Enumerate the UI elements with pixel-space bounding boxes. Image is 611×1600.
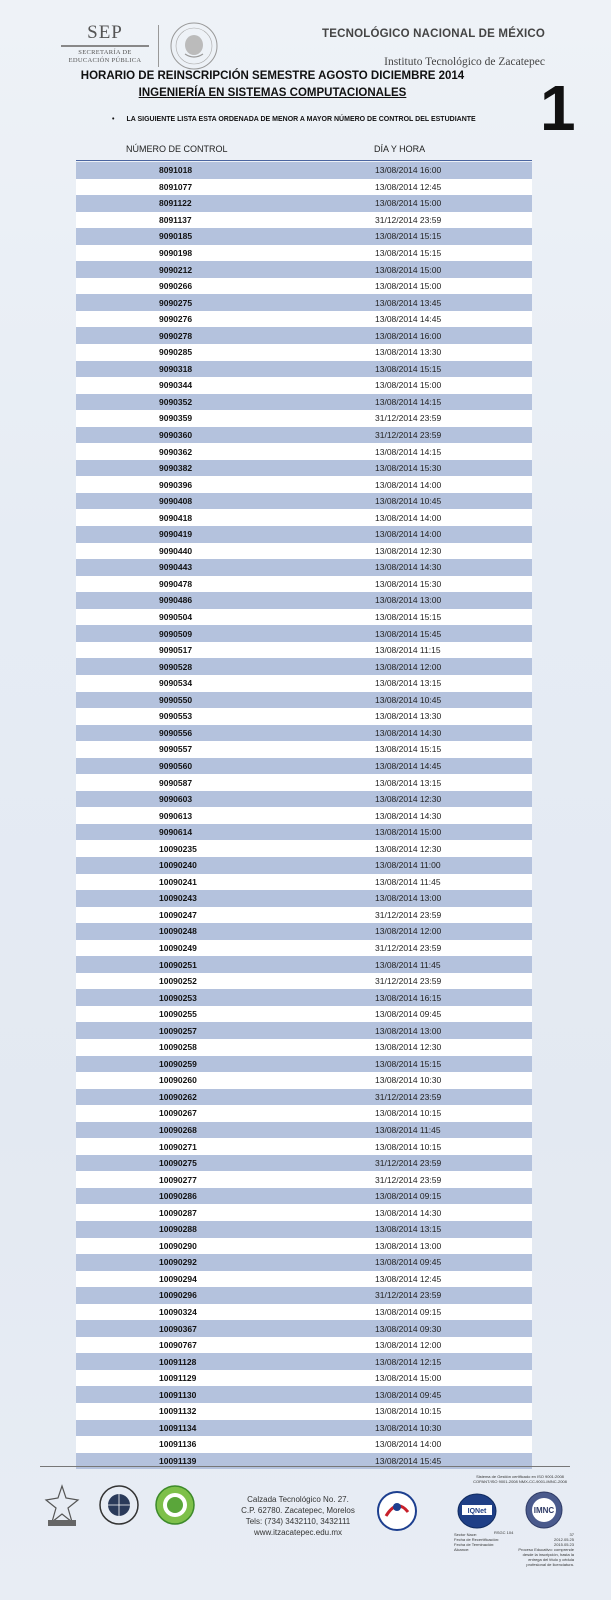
document-title: HORARIO DE REINSCRIPCIÓN SEMESTRE AGOSTO DICIEMBRE 2014	[80, 70, 465, 82]
iso-scope-line: entrega del título y cédula	[528, 1557, 574, 1562]
table-row	[76, 907, 532, 924]
control-number-cell: 9090613	[159, 810, 193, 821]
control-number-cell: 10091128	[159, 1356, 197, 1367]
datetime-cell: 31/12/2014 23:59	[375, 1091, 442, 1102]
datetime-cell: 13/08/2014 16:00	[375, 330, 442, 341]
control-number-cell: 8091077	[159, 181, 193, 192]
equity-model-logo-icon	[376, 1490, 418, 1532]
sep-wordmark: SEP	[87, 22, 123, 43]
datetime-cell: 13/08/2014 14:00	[375, 512, 442, 523]
table-row	[76, 245, 532, 262]
rsgc-code: RSGC 104	[494, 1530, 514, 1535]
control-number-cell: 9090603	[159, 794, 193, 805]
datetime-cell: 13/08/2014 14:45	[375, 314, 442, 325]
global-compact-logo-icon	[98, 1484, 140, 1526]
table-row	[76, 576, 532, 593]
control-number-cell: 10090271	[159, 1141, 197, 1152]
table-row	[76, 675, 532, 692]
control-number-cell: 10090292	[159, 1257, 197, 1268]
control-number-cell: 10091130	[159, 1389, 197, 1400]
tec-logo-icon	[40, 1482, 84, 1530]
datetime-cell: 13/08/2014 15:15	[375, 744, 442, 755]
control-number-cell: 9090614	[159, 827, 193, 838]
control-number-cell: 9090185	[159, 231, 193, 242]
table-row	[76, 1337, 532, 1354]
table-row	[76, 509, 532, 526]
control-number-cell: 9090509	[159, 628, 193, 639]
table-row	[76, 1320, 532, 1337]
datetime-cell: 13/08/2014 15:15	[375, 612, 442, 623]
datetime-cell: 13/08/2014 10:45	[375, 496, 442, 507]
table-row	[76, 1072, 532, 1089]
datetime-cell: 31/12/2014 23:59	[375, 1290, 442, 1301]
table-row	[76, 1436, 532, 1453]
control-number-cell: 10090367	[159, 1323, 197, 1334]
datetime-cell: 13/08/2014 15:45	[375, 628, 442, 639]
table-row	[76, 725, 532, 742]
datetime-cell: 13/08/2014 15:15	[375, 231, 442, 242]
control-number-cell: 8091018	[159, 165, 193, 176]
sep-logo	[55, 22, 155, 65]
control-number-cell: 9090278	[159, 330, 193, 341]
table-body	[76, 162, 532, 1469]
datetime-cell: 13/08/2014 11:00	[375, 860, 441, 871]
table-row	[76, 1056, 532, 1073]
table-row	[76, 228, 532, 245]
table-row	[76, 559, 532, 576]
datetime-cell: 13/08/2014 15:15	[375, 248, 442, 258]
control-number-cell: 9090275	[159, 297, 193, 308]
control-number-cell: 10090248	[159, 926, 197, 937]
iso-details	[454, 1532, 574, 1567]
table-row	[76, 1122, 532, 1139]
institute-address	[228, 1494, 368, 1538]
iso-detail-label: Sector Nace:	[454, 1532, 478, 1537]
control-number-cell: 9090528	[159, 661, 193, 672]
control-number-cell: 9090504	[159, 612, 193, 623]
table-row	[76, 973, 532, 990]
control-number-cell: 10090257	[159, 1025, 197, 1036]
datetime-cell: 13/08/2014 16:15	[375, 992, 442, 1003]
table-row	[76, 195, 532, 212]
bullet-icon: •	[112, 116, 115, 123]
control-number-cell: 9090382	[159, 463, 193, 474]
control-number-cell: 10090277	[159, 1174, 197, 1185]
datetime-cell: 13/08/2014 13:45	[375, 297, 442, 308]
datetime-cell: 31/12/2014 23:59	[375, 430, 442, 441]
table-row	[76, 1221, 532, 1238]
datetime-cell: 31/12/2014 23:59	[375, 1174, 442, 1185]
table-row	[76, 212, 532, 229]
control-number-cell: 10091136	[159, 1439, 197, 1450]
table-row	[76, 1287, 532, 1304]
logo-divider	[158, 25, 159, 67]
control-number-cell: 9090285	[159, 347, 193, 358]
datetime-cell: 13/08/2014 15:15	[375, 1058, 442, 1069]
datetime-cell: 13/08/2014 13:00	[375, 1240, 442, 1251]
control-number-cell: 10090287	[159, 1207, 197, 1218]
datetime-cell: 31/12/2014 23:59	[375, 214, 442, 225]
datetime-cell: 13/08/2014 13:00	[375, 893, 442, 904]
table-row	[76, 327, 532, 344]
datetime-cell: 13/08/2014 11:15	[375, 645, 441, 656]
imnc-logo-icon	[524, 1490, 564, 1530]
datetime-cell: 13/08/2014 12:45	[375, 1273, 442, 1284]
table-row	[76, 708, 532, 725]
table-row	[76, 1271, 532, 1288]
table-row	[76, 1188, 532, 1205]
table-row	[76, 377, 532, 394]
iso-detail-label: Fecha de Terminación:	[454, 1542, 495, 1547]
control-number-cell: 9090362	[159, 446, 193, 457]
control-number-cell: 9090360	[159, 430, 193, 441]
table-row	[76, 361, 532, 378]
table-row	[76, 1105, 532, 1122]
control-number-cell: 9090443	[159, 562, 193, 573]
table-row	[76, 427, 532, 444]
control-number-cell: 10090286	[159, 1191, 197, 1202]
datetime-cell: 13/08/2014 13:15	[375, 1224, 442, 1235]
table-row	[76, 890, 532, 907]
control-number-cell: 9090478	[159, 578, 193, 589]
control-number-cell: 9090440	[159, 545, 193, 556]
datetime-cell: 13/08/2014 15:00	[375, 1373, 442, 1384]
mexico-seal-icon	[168, 20, 220, 72]
table-row	[76, 1304, 532, 1321]
iqnet-logo-icon	[456, 1492, 498, 1530]
table-row	[76, 493, 532, 510]
national-institute-name: TECNOLÓGICO NACIONAL DE MÉXICO	[321, 28, 545, 40]
table-row	[76, 1353, 532, 1370]
control-number-cell: 9090419	[159, 529, 193, 540]
datetime-cell: 13/08/2014 10:15	[375, 1406, 442, 1417]
control-number-cell: 10091132	[159, 1406, 197, 1417]
datetime-cell: 13/08/2014 14:30	[375, 1207, 442, 1218]
control-number-cell: 10090290	[159, 1240, 197, 1251]
control-number-cell: 10090267	[159, 1108, 197, 1119]
table-row	[76, 1039, 532, 1056]
table-row	[76, 989, 532, 1006]
datetime-cell: 13/08/2014 12:00	[375, 926, 442, 937]
table-row	[76, 1089, 532, 1106]
control-number-cell: 10090240	[159, 860, 197, 871]
control-number-cell: 9090486	[159, 595, 193, 606]
datetime-cell: 13/08/2014 12:30	[375, 1042, 442, 1053]
table-row	[76, 543, 532, 560]
table-row	[76, 1006, 532, 1023]
table-row	[76, 311, 532, 328]
control-number-cell: 10091129	[159, 1373, 197, 1384]
control-number-cell: 9090344	[159, 380, 193, 391]
datetime-cell: 13/08/2014 12:30	[375, 843, 442, 854]
control-number-cell: 9090550	[159, 694, 193, 705]
table-row	[76, 179, 532, 196]
datetime-cell: 31/12/2014 23:59	[375, 942, 442, 953]
control-number-cell: 9090198	[159, 248, 193, 258]
table-row	[76, 807, 532, 824]
table-row	[76, 592, 532, 609]
datetime-cell: 13/08/2014 15:45	[375, 1455, 442, 1466]
table-row	[76, 940, 532, 957]
table-row	[76, 1022, 532, 1039]
table-row	[76, 741, 532, 758]
control-number-cell: 9090212	[159, 264, 193, 275]
control-number-cell: 10090249	[159, 942, 197, 953]
datetime-cell: 31/12/2014 23:59	[375, 976, 442, 987]
control-number-cell: 10090259	[159, 1058, 197, 1069]
datetime-cell: 31/12/2014 23:59	[375, 1158, 442, 1169]
datetime-cell: 13/08/2014 09:45	[375, 1389, 442, 1400]
table-row	[76, 658, 532, 675]
page-number: 1	[540, 72, 576, 144]
datetime-cell: 13/08/2014 13:30	[375, 711, 442, 722]
table-row	[76, 956, 532, 973]
control-number-cell: 9090396	[159, 479, 193, 490]
table-row	[76, 758, 532, 775]
control-number-cell: 9090359	[159, 413, 193, 424]
control-number-cell: 9090517	[159, 645, 193, 656]
datetime-cell: 13/08/2014 12:00	[375, 1340, 442, 1351]
table-row	[76, 642, 532, 659]
datetime-cell: 13/08/2014 10:45	[375, 694, 442, 705]
table-row	[76, 1386, 532, 1403]
datetime-cell: 13/08/2014 15:00	[375, 827, 442, 838]
ordering-note-text: LA SIGUIENTE LISTA ESTA ORDENADA DE MENOR A MAYOR NÚMERO DE CONTROL DEL ESTUDIANTE	[126, 116, 476, 123]
iso-scope-line: desde la inscripción, hasta la	[522, 1552, 574, 1557]
address-line-2: C.P. 62780. Zacatepec, Morelos	[241, 1506, 355, 1515]
datetime-cell: 13/08/2014 14:00	[375, 479, 442, 490]
column-header-control: NÚMERO DE CONTROL	[126, 144, 228, 154]
control-number-cell: 9090418	[159, 512, 193, 523]
datetime-cell: 31/12/2014 23:59	[375, 909, 442, 920]
control-number-cell: 10090252	[159, 976, 197, 987]
datetime-cell: 13/08/2014 16:00	[375, 165, 442, 176]
datetime-cell: 13/08/2014 14:15	[375, 446, 442, 457]
datetime-cell: 13/08/2014 10:30	[375, 1075, 442, 1086]
datetime-cell: 13/08/2014 11:45	[375, 1124, 441, 1135]
datetime-cell: 13/08/2014 13:00	[375, 595, 442, 606]
control-number-cell: 10090294	[159, 1273, 197, 1284]
table-row	[76, 791, 532, 808]
datetime-cell: 13/08/2014 14:15	[375, 396, 442, 407]
iso-detail-value: 2015.05.23	[553, 1542, 574, 1547]
datetime-cell: 13/08/2014 15:30	[375, 578, 442, 589]
control-number-cell: 8091137	[159, 214, 192, 225]
control-number-cell: 9090553	[159, 711, 193, 722]
control-number-cell: 10090258	[159, 1042, 197, 1053]
control-number-cell: 10091139	[159, 1455, 197, 1466]
table-row	[76, 261, 532, 278]
iso-scope-line: profesional de licenciatura.	[526, 1562, 574, 1567]
datetime-cell: 13/08/2014 09:45	[375, 1257, 442, 1268]
table-row	[76, 923, 532, 940]
control-number-cell: 9090556	[159, 727, 193, 738]
control-number-cell: 10090253	[159, 992, 197, 1003]
table-row	[76, 774, 532, 791]
table-row	[76, 526, 532, 543]
datetime-cell: 13/08/2014 15:00	[375, 281, 442, 292]
datetime-cell: 13/08/2014 12:30	[375, 794, 442, 805]
svg-text:IQNet: IQNet	[467, 1508, 487, 1515]
table-row	[76, 294, 532, 311]
control-number-cell: 10090241	[159, 876, 197, 887]
iso-note-line-2: COPANT/ISO 9001-2008 NMX-CC-9001-IMNC-2008	[473, 1479, 567, 1484]
table-row	[76, 162, 532, 179]
institute-name: Instituto Tecnológico de Zacatepec	[384, 56, 545, 68]
datetime-cell: 13/08/2014 09:30	[375, 1323, 442, 1334]
table-row	[76, 1155, 532, 1172]
datetime-cell: 13/08/2014 13:15	[375, 777, 442, 788]
datetime-cell: 13/08/2014 15:00	[375, 198, 442, 209]
table-row	[76, 1138, 532, 1155]
datetime-cell: 13/08/2014 12:30	[375, 545, 442, 556]
iso-detail-value: Proceso Educativo: comprende	[518, 1547, 574, 1552]
control-number-cell: 10090324	[159, 1307, 197, 1317]
table-row	[76, 824, 532, 841]
datetime-cell: 13/08/2014 13:00	[375, 1025, 442, 1036]
schedule-table	[76, 144, 532, 1469]
table-row	[76, 1370, 532, 1387]
control-number-cell: 8091122	[159, 198, 192, 209]
datetime-cell: 13/08/2014 12:15	[375, 1356, 442, 1367]
datetime-cell: 31/12/2014 23:59	[375, 413, 442, 424]
datetime-cell: 13/08/2014 15:00	[375, 380, 442, 391]
datetime-cell: 13/08/2014 15:00	[375, 264, 442, 275]
table-row	[76, 874, 532, 891]
table-row	[76, 625, 532, 642]
table-row	[76, 1254, 532, 1271]
website-link[interactable]: www.itzacatepec.edu.mx	[253, 1528, 343, 1537]
datetime-cell: 13/08/2014 12:00	[375, 661, 442, 672]
svg-text:IMNC: IMNC	[533, 1506, 555, 1515]
control-number-cell: 10090243	[159, 893, 197, 904]
datetime-cell: 13/08/2014 15:15	[375, 363, 442, 374]
datetime-cell: 13/08/2014 14:00	[375, 1439, 442, 1450]
footer-divider	[40, 1466, 570, 1467]
datetime-cell: 13/08/2014 09:15	[375, 1191, 442, 1202]
table-row	[76, 476, 532, 493]
control-number-cell: 9090587	[159, 777, 193, 788]
address-line-1: Calzada Tecnológico No. 27.	[247, 1495, 349, 1504]
control-number-cell: 10090296	[159, 1290, 197, 1301]
control-number-cell: 9090352	[159, 396, 193, 407]
phone-numbers: Tels: (734) 3432110, 3432111	[245, 1517, 351, 1526]
table-row	[76, 1420, 532, 1437]
iso-14001-logo-icon	[154, 1484, 196, 1526]
control-number-cell: 9090557	[159, 744, 193, 755]
control-number-cell: 10090260	[159, 1075, 197, 1086]
datetime-cell: 13/08/2014 14:30	[375, 562, 442, 573]
control-number-cell: 10090275	[159, 1158, 197, 1169]
datetime-cell: 13/08/2014 15:30	[375, 463, 442, 474]
control-number-cell: 10090288	[159, 1224, 197, 1235]
datetime-cell: 13/08/2014 12:45	[375, 181, 442, 192]
control-number-cell: 10090767	[159, 1340, 197, 1351]
datetime-cell: 13/08/2014 14:30	[375, 810, 442, 821]
table-row	[76, 609, 532, 626]
program-title: INGENIERÍA EN SISTEMAS COMPUTACIONALES	[138, 87, 407, 99]
table-header	[76, 144, 532, 161]
table-row	[76, 410, 532, 427]
control-number-cell: 10091134	[159, 1422, 197, 1433]
control-number-cell: 9090560	[159, 760, 193, 771]
control-number-cell: 10090255	[159, 1009, 197, 1020]
control-number-cell: 10090268	[159, 1124, 197, 1135]
datetime-cell: 13/08/2014 10:15	[375, 1141, 442, 1152]
datetime-cell: 13/08/2014 09:45	[375, 1009, 442, 1020]
datetime-cell: 13/08/2014 10:30	[375, 1422, 442, 1433]
table-row	[76, 1238, 532, 1255]
iso-detail-value: 37	[569, 1532, 574, 1537]
table-row	[76, 857, 532, 874]
control-number-cell: 9090534	[159, 678, 193, 689]
control-number-cell: 10090262	[159, 1091, 197, 1102]
table-row	[76, 394, 532, 411]
table-row	[76, 1403, 532, 1420]
control-number-cell: 10090247	[159, 909, 197, 920]
table-row	[76, 460, 532, 477]
table-row	[76, 344, 532, 361]
iso-certification-note	[460, 1474, 580, 1484]
control-number-cell: 10090235	[159, 843, 197, 854]
datetime-cell: 13/08/2014 14:45	[375, 760, 442, 771]
iso-detail-label: Alcance:	[454, 1547, 470, 1552]
iso-detail-value: 2012.05.25	[553, 1537, 574, 1542]
table-row	[76, 278, 532, 295]
table-row	[76, 840, 532, 857]
table-row	[76, 443, 532, 460]
column-header-datetime: DÍA Y HORA	[374, 144, 426, 154]
iso-detail-label: Fecha de Recertificación:	[454, 1537, 500, 1542]
control-number-cell: 9090318	[159, 363, 193, 374]
control-number-cell: 9090276	[159, 314, 193, 325]
control-number-cell: 9090266	[159, 281, 193, 292]
iso-note-line-1: Sistema de Gestión certificado en ISO 9001:2008	[476, 1474, 564, 1479]
datetime-cell: 13/08/2014 14:30	[375, 727, 442, 738]
datetime-cell: 13/08/2014 13:15	[375, 678, 442, 689]
sep-subtitle-1: SECRETARÍA DE	[78, 49, 132, 56]
control-number-cell: 9090408	[159, 496, 193, 507]
table-row	[76, 1171, 532, 1188]
table-row	[76, 1204, 532, 1221]
datetime-cell: 13/08/2014 09:15	[375, 1307, 442, 1317]
datetime-cell: 13/08/2014 11:45	[375, 876, 441, 887]
control-number-cell: 10090251	[159, 959, 197, 970]
sep-subtitle-2: EDUCACIÓN PÚBLICA	[68, 57, 142, 64]
datetime-cell: 13/08/2014 10:15	[375, 1108, 442, 1119]
table-row	[76, 692, 532, 709]
datetime-cell: 13/08/2014 13:30	[375, 347, 442, 358]
ordering-note	[112, 116, 476, 123]
datetime-cell: 13/08/2014 14:00	[375, 529, 442, 540]
datetime-cell: 13/08/2014 11:45	[375, 959, 441, 970]
